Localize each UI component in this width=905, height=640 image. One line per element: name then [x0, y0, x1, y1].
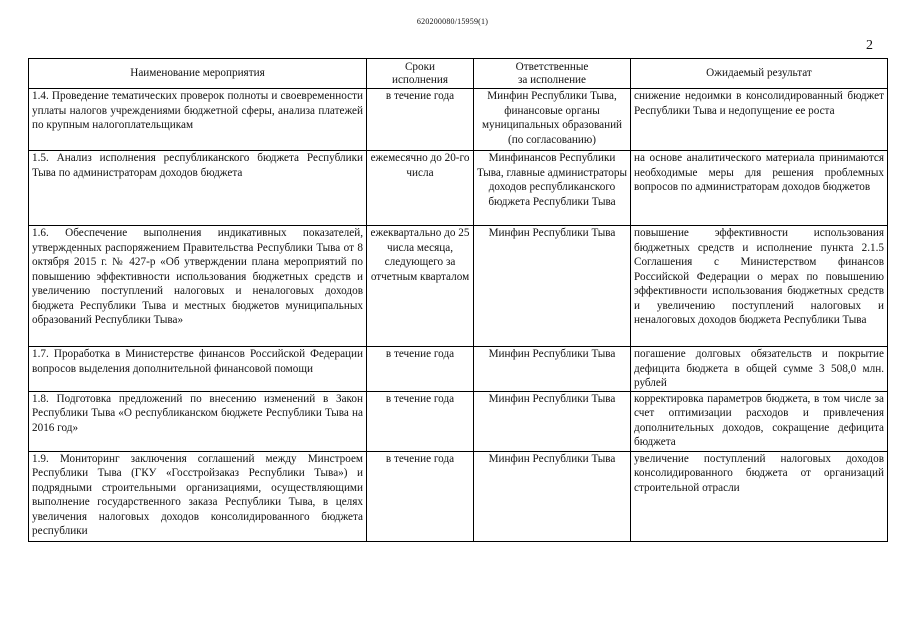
result-cell: корректировка параметров бюджета, в том числе за счет оптимизации расходов и привлечения дополнительных доходов, сокращение дефицита бюджета — [631, 391, 888, 451]
table-row — [29, 451, 888, 541]
responsible-cell: Минфин Республики Тыва — [474, 226, 631, 347]
table-row — [29, 391, 888, 451]
deadline-cell: ежеквартально до 25 числа месяца, следующего за отчетным кварталом — [367, 226, 474, 347]
result-cell: повышение эффективности использования бюджетных средств и исполнение пункта 2.1.5 Соглашения с Министерством финансов Российской Федерации о мерах по повышению эффективности использования бюджетных средств и увеличению поступлений налоговых и неналоговых доходов бюджета Республики Тыва — [631, 226, 888, 347]
deadline-cell: в течение года — [367, 347, 474, 392]
responsible-cell: Минфин Республики Тыва — [474, 347, 631, 392]
measure-cell: 1.8. Подготовка предложений по внесению изменений в Закон Республики Тыва «О республиканском бюджете Республики Тыва на 2016 год» — [29, 391, 367, 451]
responsible-cell: Минфин Республики Тыва — [474, 451, 631, 541]
deadline-cell: в течение года — [367, 391, 474, 451]
column-header-measure: Наименование мероприятия — [29, 59, 367, 89]
responsible-cell: Минфин Республики Тыва — [474, 391, 631, 451]
responsible-cell: Минфин Республики Тыва, финансовые органы муниципальных образований (по согласованию) — [474, 89, 631, 151]
table-row — [29, 226, 888, 347]
column-header-deadline — [367, 59, 474, 89]
column-header-result: Ожидаемый результат — [631, 59, 888, 89]
column-header-responsible — [474, 59, 631, 89]
table-row — [29, 89, 888, 151]
result-cell: на основе аналитического материала принимаются необходимые меры для решения проблемных вопросов по администраторам доходов бюджетов — [631, 151, 888, 226]
page-number: 2 — [866, 38, 873, 53]
deadline-cell: в течение года — [367, 451, 474, 541]
column-header-responsible-text: Ответственные за исполнение — [515, 60, 589, 86]
result-cell: погашение долговых обязательств и покрытие дефицита бюджета в общей сумме 3 508,0 млн. рублей — [631, 347, 888, 392]
deadline-cell: ежемесячно до 20-го числа — [367, 151, 474, 226]
result-cell: увеличение поступлений налоговых доходов консолидированного бюджета от организаций строительной отрасли — [631, 451, 888, 541]
measure-cell: 1.5. Анализ исполнения республиканского бюджета Республики Тыва по администраторам доходов бюджета — [29, 151, 367, 226]
table-row — [29, 347, 888, 392]
table-row — [29, 151, 888, 226]
measure-cell: 1.7. Проработка в Министерстве финансов Российской Федерации вопросов выделения дополнительной финансовой помощи — [29, 347, 367, 392]
measure-cell: 1.4. Проведение тематических проверок полноты и своевременности уплаты налогов учреждениями бюджетной сферы, анализа платежей по крупным налогоплательщикам — [29, 89, 367, 151]
responsible-cell: Минфинансов Республики Тыва, главные администраторы доходов республиканского бюджета Республики Тыва — [474, 151, 631, 226]
table-header-row — [29, 59, 888, 89]
column-header-deadline-text: Сроки исполнения — [391, 60, 449, 86]
measure-cell: 1.6. Обеспечение выполнения индикативных показателей, утвержденных распоряжением Правительства Республики Тыва от 8 октября 2015 г. № 427-р «Об утверждении плана мероприятий по повышению эффективности использования бюджетных средств и увеличению поступлений налоговых и неналоговых доходов бюджета Республики Тыва и местных бюджетов муниципальных образований Республики Тыва» — [29, 226, 367, 347]
deadline-cell: в течение года — [367, 89, 474, 151]
measures-table — [28, 58, 888, 542]
measure-cell: 1.9. Мониторинг заключения соглашений между Минстроем Республики Тыва (ГКУ «Госстройзаказ Республики Тыва») и подрядными строительными организациями, осуществляющими выполнение государственного заказа Республики Тыва, в целях увеличения налоговых доходов консолидированного бюджета республики — [29, 451, 367, 541]
document-id: 620200080/15959(1) — [416, 17, 489, 26]
result-cell: снижение недоимки в консолидированный бюджет Республики Тыва и недопущение ее роста — [631, 89, 888, 151]
